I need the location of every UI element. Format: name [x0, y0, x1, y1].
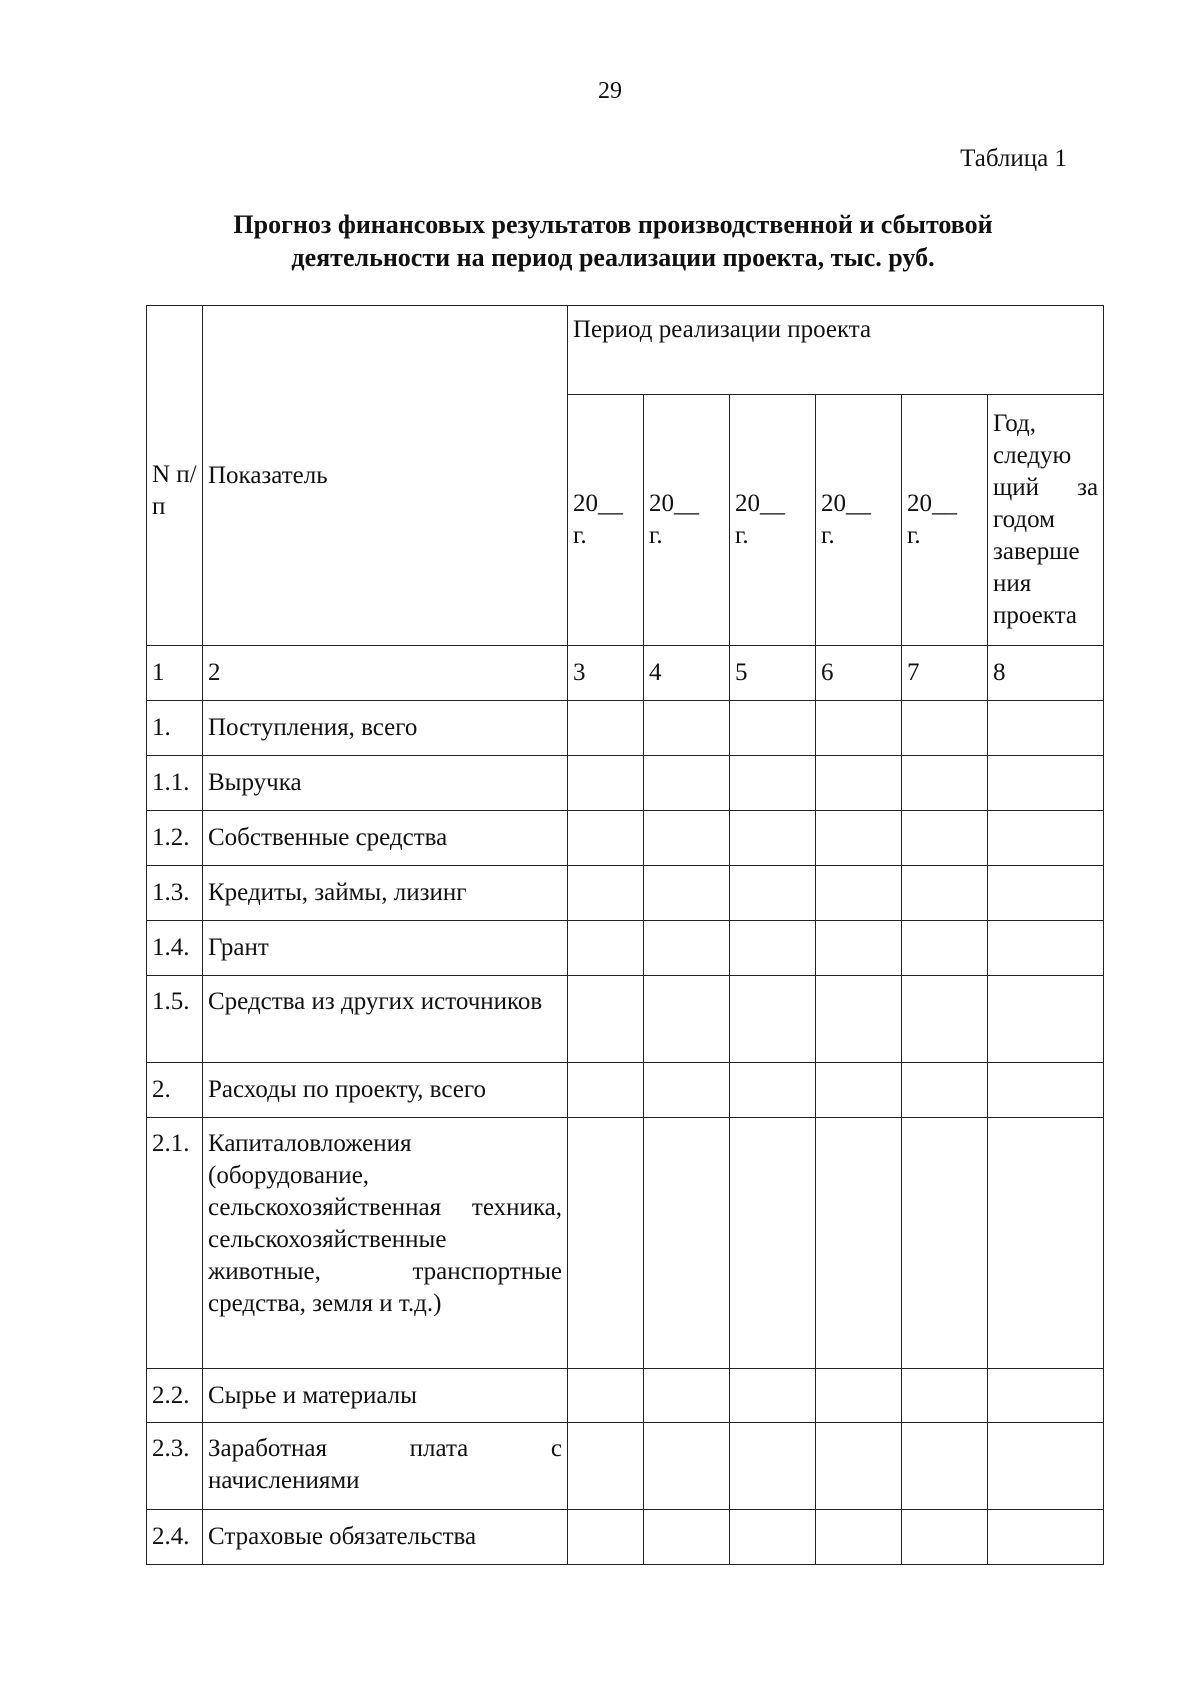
header-year-4	[816, 395, 902, 646]
row-label: Средства из других источников	[203, 976, 568, 1063]
header-year-5-value: 20__	[907, 490, 957, 517]
data-cell	[988, 976, 1104, 1063]
table-row	[147, 756, 1104, 811]
data-cell	[988, 811, 1104, 866]
data-cell	[816, 701, 902, 756]
column-number-2: 2	[203, 646, 568, 701]
page-number: 29	[598, 78, 622, 104]
data-cell	[568, 921, 644, 976]
data-cell	[568, 1063, 644, 1118]
data-cell	[568, 1423, 644, 1510]
data-cell	[568, 976, 644, 1063]
table-row	[147, 921, 1104, 976]
table-row	[147, 1423, 1104, 1510]
data-cell	[902, 1510, 988, 1565]
header-year-5-unit: г.	[907, 522, 921, 549]
row-label: Собственные средства	[203, 811, 568, 866]
header-year-3	[730, 395, 816, 646]
data-cell	[902, 1423, 988, 1510]
data-cell	[568, 1369, 644, 1423]
data-cell	[644, 976, 730, 1063]
data-cell	[644, 866, 730, 921]
column-number-7: 7	[902, 646, 988, 701]
data-cell	[988, 701, 1104, 756]
header-number: N п/п	[147, 306, 203, 646]
header-year-1	[568, 395, 644, 646]
data-cell	[988, 1118, 1104, 1369]
header-year-4-unit: г.	[821, 522, 835, 549]
table-row	[147, 976, 1104, 1063]
data-cell	[902, 756, 988, 811]
column-number-8: 8	[988, 646, 1104, 701]
data-cell	[730, 866, 816, 921]
row-number: 2.	[147, 1063, 203, 1118]
row-label: Кредиты, займы, лизинг	[203, 866, 568, 921]
row-label: Расходы по проекту, всего	[203, 1063, 568, 1118]
data-cell	[902, 976, 988, 1063]
data-cell	[988, 1063, 1104, 1118]
data-cell	[730, 701, 816, 756]
title-line-1: Прогноз финансовых результатов производственной и сбытовой	[233, 210, 993, 239]
data-cell	[902, 701, 988, 756]
data-cell	[730, 1510, 816, 1565]
data-cell	[902, 811, 988, 866]
table-caption: Таблица 1	[960, 145, 1067, 172]
column-number-3: 3	[568, 646, 644, 701]
data-cell	[902, 1063, 988, 1118]
header-year-2-unit: г.	[649, 522, 663, 549]
table-row	[147, 1118, 1104, 1369]
data-cell	[816, 1118, 902, 1369]
data-cell	[816, 866, 902, 921]
title-line-2: деятельности на период реализации проекта, тыс. руб.	[291, 243, 935, 272]
data-cell	[816, 1369, 902, 1423]
header-year-5	[902, 395, 988, 646]
data-cell	[644, 921, 730, 976]
column-number-4: 4	[644, 646, 730, 701]
data-cell	[644, 756, 730, 811]
data-cell	[568, 1118, 644, 1369]
data-cell	[730, 811, 816, 866]
data-cell	[730, 756, 816, 811]
data-cell	[730, 1063, 816, 1118]
data-cell	[568, 866, 644, 921]
data-cell	[730, 976, 816, 1063]
data-cell	[816, 976, 902, 1063]
row-label: Заработная плата с начислениями	[203, 1423, 568, 1510]
row-label: Страховые обязательства	[203, 1510, 568, 1565]
column-number-5: 5	[730, 646, 816, 701]
header-indicator: Показатель	[203, 306, 568, 646]
data-cell	[988, 756, 1104, 811]
header-year-3-value: 20__	[735, 490, 785, 517]
table-row	[147, 1369, 1104, 1423]
data-cell	[988, 1369, 1104, 1423]
data-cell	[644, 1510, 730, 1565]
table-row	[147, 866, 1104, 921]
data-cell	[568, 811, 644, 866]
data-cell	[568, 1510, 644, 1565]
row-label: Сырье и материалы	[203, 1369, 568, 1423]
data-cell	[568, 756, 644, 811]
data-cell	[816, 756, 902, 811]
financial-forecast-table	[146, 305, 1104, 1565]
data-cell	[902, 866, 988, 921]
row-label: Поступления, всего	[203, 701, 568, 756]
row-number: 2.2.	[147, 1369, 203, 1423]
table-row	[147, 811, 1104, 866]
data-cell	[730, 1423, 816, 1510]
data-cell	[816, 1063, 902, 1118]
data-cell	[644, 701, 730, 756]
row-number: 1.2.	[147, 811, 203, 866]
row-number: 1.1.	[147, 756, 203, 811]
data-cell	[644, 1423, 730, 1510]
header-period: Период реализации проекта	[568, 306, 1104, 395]
row-number: 2.3.	[147, 1423, 203, 1510]
data-cell	[902, 921, 988, 976]
data-cell	[988, 866, 1104, 921]
data-cell	[644, 811, 730, 866]
data-cell	[730, 1118, 816, 1369]
data-cell	[816, 1510, 902, 1565]
row-label: Грант	[203, 921, 568, 976]
row-number: 1.5.	[147, 976, 203, 1063]
column-number-6: 6	[816, 646, 902, 701]
header-year-after-completion: Год, следую щий за годом заверше ния проекта	[988, 395, 1104, 646]
data-cell	[816, 811, 902, 866]
table-row	[147, 1063, 1104, 1118]
header-year-2-value: 20__	[649, 490, 699, 517]
data-cell	[730, 1369, 816, 1423]
data-cell	[816, 1423, 902, 1510]
data-cell	[568, 701, 644, 756]
header-year-1-unit: г.	[573, 522, 587, 549]
table-row	[147, 701, 1104, 756]
row-label: Капиталовложения (оборудование, сельскохозяйственная техника, сельскохозяйственные животные, транспортные средства, земля и т.д.)	[203, 1118, 568, 1369]
data-cell	[988, 1510, 1104, 1565]
data-cell	[902, 1118, 988, 1369]
data-cell	[902, 1369, 988, 1423]
row-number: 1.3.	[147, 866, 203, 921]
row-label: Выручка	[203, 756, 568, 811]
data-cell	[644, 1063, 730, 1118]
document-title	[140, 208, 1086, 274]
data-cell	[988, 921, 1104, 976]
column-number-1: 1	[147, 646, 203, 701]
row-number: 1.4.	[147, 921, 203, 976]
data-cell	[816, 921, 902, 976]
data-cell	[988, 1423, 1104, 1510]
header-year-3-unit: г.	[735, 522, 749, 549]
table-row	[147, 1510, 1104, 1565]
header-year-2	[644, 395, 730, 646]
data-cell	[644, 1369, 730, 1423]
row-number: 2.4.	[147, 1510, 203, 1565]
row-number: 1.	[147, 701, 203, 756]
header-year-1-value: 20__	[573, 490, 623, 517]
header-year-4-value: 20__	[821, 490, 871, 517]
row-number: 2.1.	[147, 1118, 203, 1369]
data-cell	[644, 1118, 730, 1369]
data-cell	[730, 921, 816, 976]
